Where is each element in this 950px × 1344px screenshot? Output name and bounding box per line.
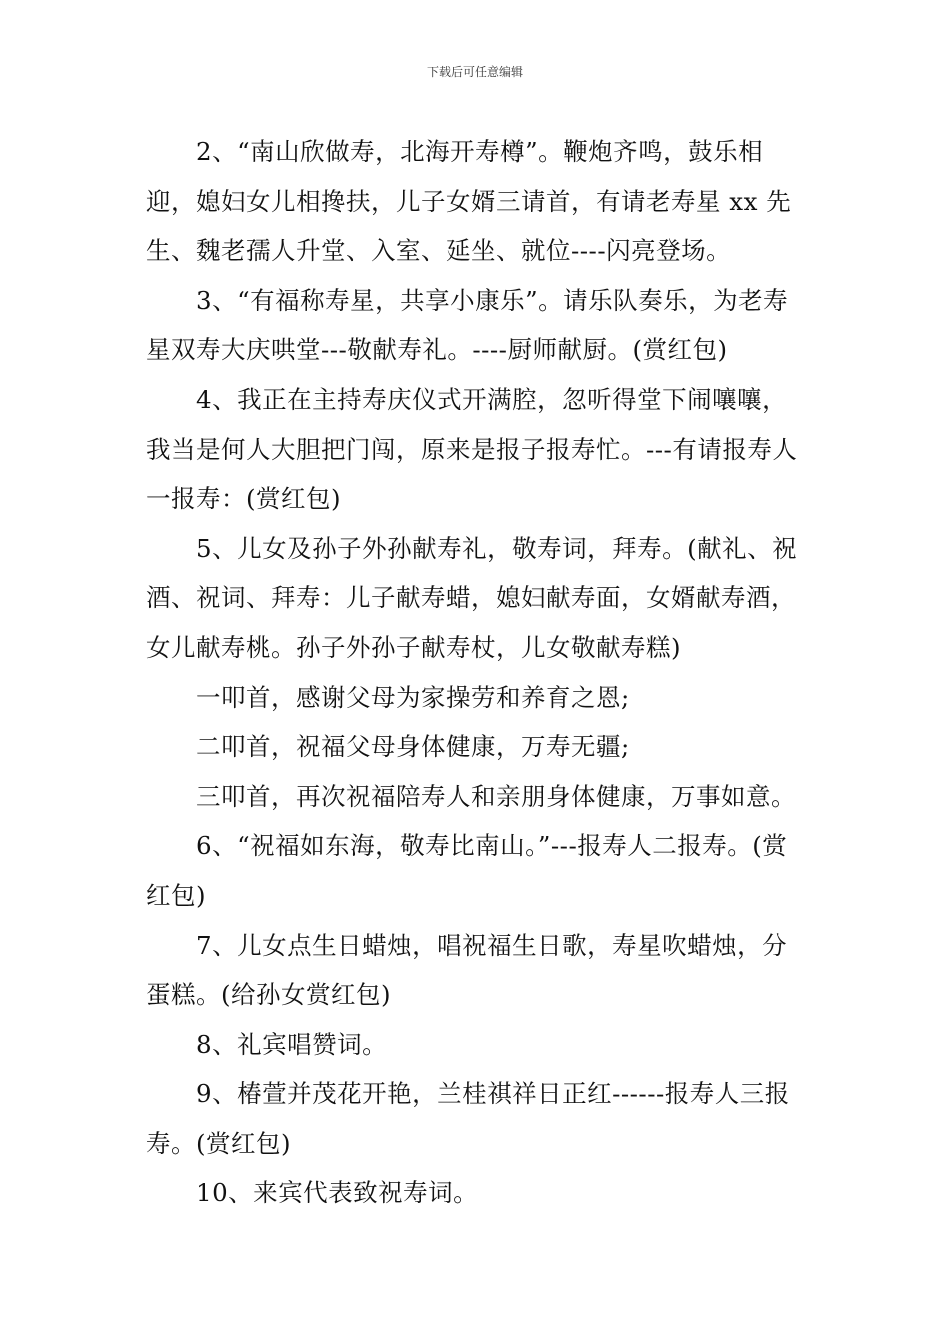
paragraph-first-kowtow: 一叩首，感谢父母为家操劳和养育之恩; bbox=[196, 682, 630, 712]
paragraph-item-9: 9、椿萱并茂花开艳，兰桂祺祥日正红------报寿人三报寿。(赏红包) bbox=[146, 1079, 790, 1158]
paragraph-item-8: 8、礼宾唱赞词。 bbox=[196, 1029, 388, 1059]
paragraph-item-10: 10、来宾代表致祝寿词。 bbox=[196, 1178, 479, 1208]
paragraph-item-5: 5、儿女及孙子外孙献寿礼，敬寿词，拜寿。(献礼、祝酒、祝词、拜寿：儿子献寿蜡，媳妇献寿面，女婿献寿酒，女儿献寿桃。孙子外孙子献寿杖，儿女敬献寿糕) bbox=[146, 533, 798, 662]
paragraph-item-4: 4、我正在主持寿庆仪式开满腔，忽听得堂下闹嚷嚷，我当是何人大胆把门闯，原来是报子报寿忙。---有请报寿人一报寿：(赏红包) bbox=[146, 384, 798, 514]
paragraph-item-7: 7、儿女点生日蜡烛，唱祝福生日歌，寿星吹蜡烛，分蛋糕。(给孙女赏红包) bbox=[146, 930, 788, 1010]
page-header: 下载后可任意编辑 bbox=[426, 65, 523, 79]
paragraph-item-3: 3、“有福称寿星，共享小康乐”。请乐队奏乐，为老寿星双寿大庆哄堂---敬献寿礼。----厨师献厨。(赏红包) bbox=[146, 285, 789, 365]
paragraph-third-kowtow: 三叩首，再次祝福陪寿人和亲朋身体健康，万事如意。 bbox=[196, 781, 796, 811]
paragraph-item-2: 2、“南山欣做寿，北海开寿樽”。鞭炮齐鸣，鼓乐相迎，媳妇女儿相搀扶，儿子女婿三请首，有请老寿星 xx 先生、魏老孺人升堂、入室、延坐、就位----闪亮登场。 bbox=[146, 137, 792, 266]
paragraph-second-kowtow: 二叩首，祝福父母身体健康，万寿无疆; bbox=[196, 732, 630, 762]
document-body bbox=[146, 127, 811, 1218]
paragraph-item-6: 6、“祝福如东海，敬寿比南山。”---报寿人二报寿。(赏红包) bbox=[146, 831, 788, 910]
